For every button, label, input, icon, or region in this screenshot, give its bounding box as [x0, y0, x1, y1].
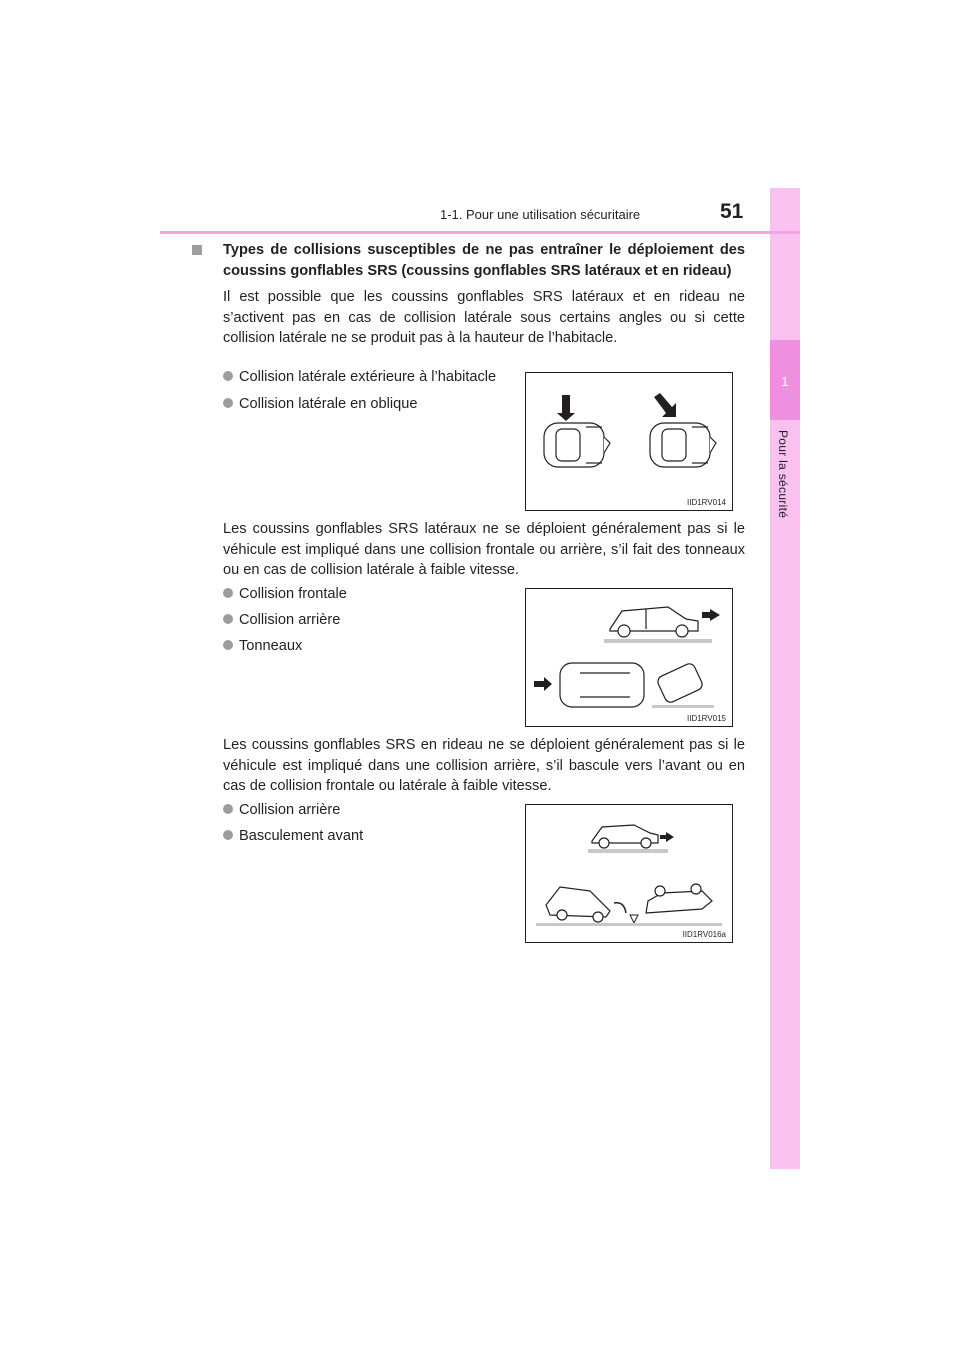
list-item: Tonneaux — [223, 636, 302, 656]
car-top-view-illustration — [526, 373, 732, 510]
intro-paragraph: Il est possible que les coussins gonflables SRS latéraux et en rideau ne s’activent pas en cas de collision latérale sous certains angles ou si cette collision latérale ne se produit pas à la hauteur de l’habitacle. — [223, 289, 745, 346]
bullet-dot-icon — [223, 640, 233, 650]
figure-code: IID1RV014 — [687, 498, 726, 507]
bullet-dot-icon — [223, 830, 233, 840]
side-chapter-tab — [770, 188, 800, 1169]
bullet-dot-icon — [223, 588, 233, 598]
list-item: Collision arrière — [223, 610, 340, 630]
figure-frontal-rear-rollover — [525, 588, 733, 727]
main-content — [207, 240, 745, 349]
header-rule — [160, 231, 800, 234]
chapter-label: Pour la sécurité — [776, 430, 790, 519]
list-item: Basculement avant — [223, 826, 363, 846]
bullet-dot-icon — [223, 614, 233, 624]
chapter-number: 1 — [781, 374, 789, 389]
rear-collision-forward-tip-illustration — [526, 805, 732, 942]
list-item: Collision latérale extérieure à l’habitacle — [223, 367, 496, 387]
heading-block — [207, 240, 745, 281]
list-item: Collision frontale — [223, 584, 347, 604]
figure-side-collision — [525, 372, 733, 511]
bullet-dot-icon — [223, 398, 233, 408]
list-item: Collision arrière — [223, 800, 340, 820]
section-heading: Types de collisions susceptibles de ne pas entraîner le déploiement des coussins gonflables SRS (coussins gonflables SRS latéraux et en rideau) — [223, 242, 745, 279]
collision-types-illustration — [526, 589, 732, 726]
bullet-dot-icon — [223, 371, 233, 381]
bullet-dot-icon — [223, 804, 233, 814]
figure-code: IID1RV016a — [682, 930, 726, 939]
heading-square-icon — [192, 245, 202, 255]
figure-code: IID1RV015 — [687, 714, 726, 723]
figure-rear-forward-tip — [525, 804, 733, 943]
page-number: 51 — [720, 200, 744, 223]
section-title: 1-1. Pour une utilisation sécuritaire — [440, 207, 641, 222]
paragraph-curtain-airbags: Les coussins gonflables SRS en rideau ne se déploient généralement pas si le véhicule est impliqué dans une collision arrière, s’il bascule vers l’avant ou en cas de collision frontale ou latérale à faible vitesse. — [223, 737, 745, 794]
list-item: Collision latérale en oblique — [223, 394, 417, 414]
paragraph-side-airbags: Les coussins gonflables SRS latéraux ne se déploient généralement pas si le véhicule est impliqué dans une collision frontale ou arrière, s’il fait des tonneaux ou en cas de collision latérale à faible vitesse. — [223, 521, 745, 578]
